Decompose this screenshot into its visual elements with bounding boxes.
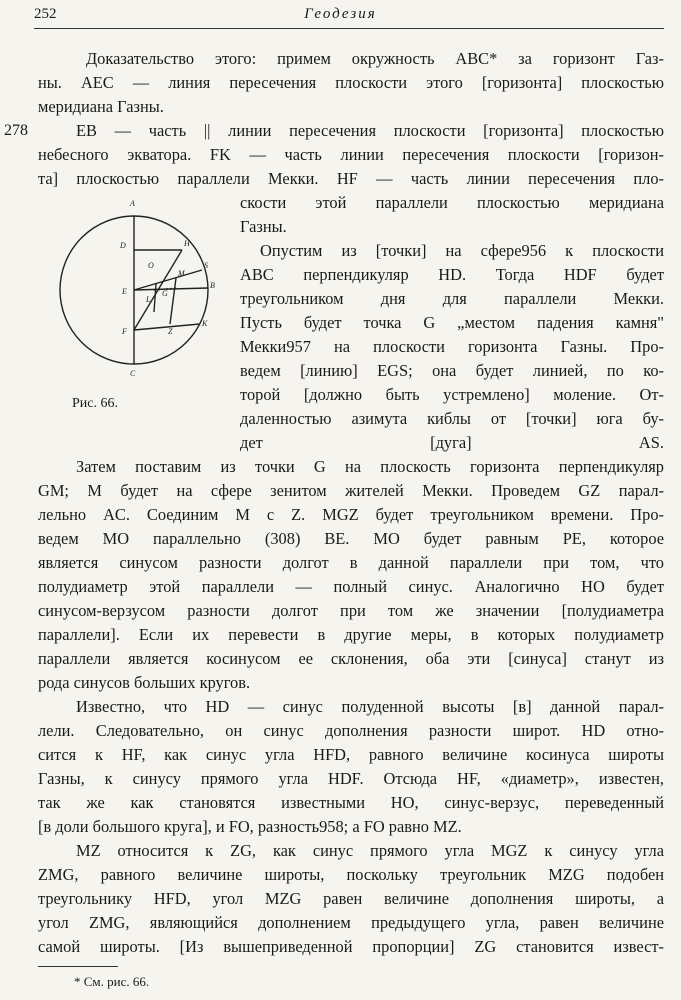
geometry-diagram	[50, 192, 230, 392]
text-line: лели. Следовательно, он синус дополнения разности широт. HD отно-	[38, 721, 664, 740]
text-line: торой [должно быть устремлено] моление. От-	[240, 385, 664, 404]
label-H: H	[184, 239, 190, 248]
text-line: ZMG, равного величине широты, поскольку треугольник MZG подобен	[38, 865, 664, 884]
text-line: полудиаметр этой параллели — полный синус. Аналогично HO будет	[38, 577, 664, 596]
footnote-rule	[38, 966, 118, 967]
text-line: небесного экватора. FK — часть линии пересечения плоскости [горизон-	[38, 145, 664, 164]
text-line: является синусом разности долгот в данной параллели при том, что	[38, 553, 664, 572]
label-Z: Z	[168, 327, 173, 336]
text-line: MZ относится к ZG, как синус прямого угла MGZ к синусу угла	[76, 841, 664, 860]
text-line: [в доли большого круга], и FO, разность958; а FO равно MZ.	[38, 817, 462, 836]
label-D: D	[120, 241, 126, 250]
text-line: ведем [линию] EGS; она будет линией, по ко-	[240, 361, 664, 380]
footnote: * См. рис. 66.	[74, 974, 150, 989]
text-line: Известно, что HD — синус полуденной высоты [в] данной парал-	[76, 697, 664, 716]
header-rule	[34, 28, 664, 29]
label-L: L	[146, 295, 151, 304]
text-line: параллели является косинусом ее склонения, оба эти [синуса] станут из	[38, 649, 664, 668]
text-line: GM; M будет на сфере зенитом жителей Мекки. Проведем GZ парал-	[38, 481, 664, 500]
label-S: S	[204, 261, 208, 270]
text-line: даленностью азимута киблы от [точки] юга бу-	[240, 409, 664, 428]
text-line: меридиана Газны.	[38, 97, 164, 116]
text-line: Газны.	[240, 217, 287, 236]
text-line: сится к HF, как синус угла HFD, равного величине косинуса широты	[38, 745, 664, 764]
label-C: C	[130, 369, 136, 378]
text-line: EB — часть || линии пересечения плоскости [горизонта] плоскостью	[76, 121, 664, 140]
label-F: F	[122, 327, 127, 336]
text-line: треугольником дня для параллели Мекки.	[240, 289, 664, 308]
text-line: ABC перпендикуляр HD. Тогда HDF будет	[240, 265, 664, 284]
text-line: та] плоскостью параллели Мекки. HF — часть линии пересечения пло-	[38, 169, 664, 188]
text-line: треугольнику HFD, угол MZG равен величине дополнения широты, а	[38, 889, 664, 908]
line-MZ	[170, 278, 176, 324]
text-line: ны. AEC — линия пересечения плоскости этого [горизонта] плоскостью	[38, 73, 664, 92]
label-M: M	[178, 269, 185, 278]
text-line: рода синусов больших кругов.	[38, 673, 251, 692]
text-line: угол ZMG, являющийся дополнением предыдущего угла, равен величине	[38, 913, 664, 932]
text-line: Доказательство этого: примем окружность ABC* за горизонт Газ-	[86, 49, 664, 68]
line-L	[154, 284, 156, 312]
figure-66	[50, 192, 230, 392]
text-line: Пусть будет точка G „местом падения камня"	[240, 313, 664, 332]
text-line: Опустим из [точки] на сфере956 к плоскости	[260, 241, 664, 260]
label-G: G	[162, 289, 168, 298]
text-line: лельно AC. Соединим M с Z. MGZ будет треугольником времени. Про-	[38, 505, 664, 524]
running-title: Геодезия	[304, 6, 377, 22]
margin-page-number: 278	[4, 122, 28, 139]
text-line: Затем поставим из точки G на плоскость горизонта перпендикуляр	[76, 457, 664, 476]
text-line: самой широты. [Из вышеприведенной пропорции] ZG становится извест-	[38, 937, 664, 956]
label-E: E	[122, 287, 127, 296]
label-O: O	[148, 261, 154, 270]
parallel-line-FK	[134, 324, 200, 330]
figure-caption: Рис. 66.	[72, 396, 118, 411]
text-line: синусом-верзусом разности долгот при том же значении [полудиаметра	[38, 601, 664, 620]
text-line: скости этой параллели плоскостью меридиана	[240, 193, 664, 212]
label-A: A	[130, 199, 135, 208]
label-B: B	[210, 281, 215, 290]
text-line: дет [дуга] AS.	[240, 433, 664, 452]
text-line: так же как становятся известными HO, синус-верзус, переведенный	[38, 793, 664, 812]
page-number: 252	[34, 6, 57, 22]
text-line: ведем MO параллельно (308) BE. MO будет равным PE, которое	[38, 529, 664, 548]
label-K: K	[202, 319, 208, 328]
text-line: Мекки957 на плоскости горизонта Газны. Про-	[240, 337, 664, 356]
text-line: параллели]. Если их перевести в другие меры, в которых полудиаметр	[38, 625, 664, 644]
text-line: Газны, к синусу прямого угла HDF. Отсюда HF, «диаметр», известен,	[38, 769, 664, 788]
